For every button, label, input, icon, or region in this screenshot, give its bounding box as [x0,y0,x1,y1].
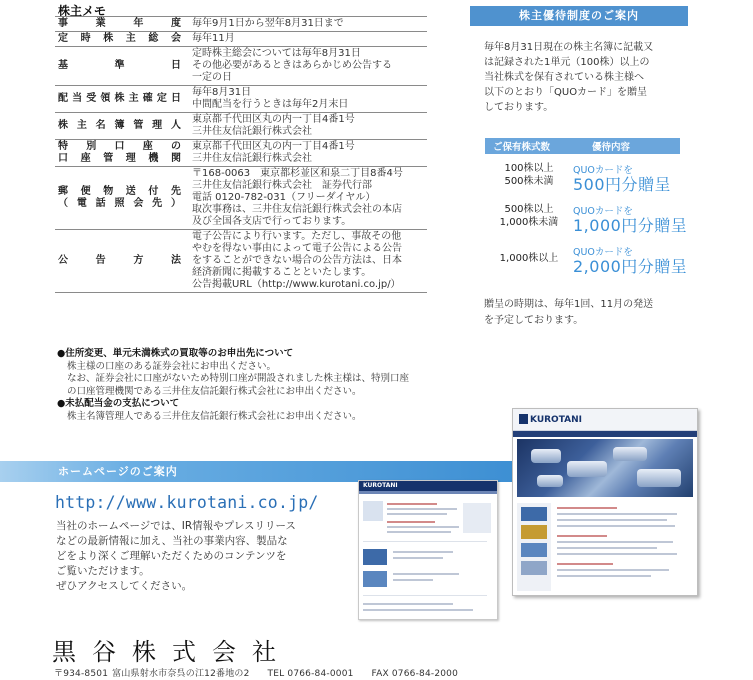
benefit-tier-3 [485,244,705,284]
tier-amount: 500円分贈呈 [573,175,672,194]
memo-row [55,140,427,167]
note-body: 株主名簿管理人である三井住友信託銀行株式会社にお申出ください。 [67,410,362,422]
tier-range: 1,000株以上 [499,253,559,264]
note-heading: ●未払配当金の支払について [57,398,180,409]
memo-title: 株主メモ [58,4,107,18]
tier-product: QUOカードを [573,206,633,217]
notes-section [57,348,447,423]
shareholder-memo-table [55,16,427,293]
memo-key: 株主名簿管理人 [55,113,189,140]
website-screenshot-large [512,408,698,596]
note-body: 株主様の口座のある証券会社にお申出ください。 [67,360,277,372]
benefit-header: 株主優待制度のご案内 [470,6,688,26]
benefit-footer: 贈呈の時期は、毎年1回、11月の発送 を予定しております。 [484,299,654,326]
memo-key: 公告方法 [55,230,189,293]
memo-value: 東京都千代田区丸の内一丁目4番1号 三井住友信託銀行株式会社 [189,113,427,140]
tier-product: QUOカードを [573,165,633,176]
memo-key: 配当受領株主確定日 [55,86,189,113]
memo-key: 定時株主総会 [55,32,189,47]
memo-value: 毎年9月1日から翌年8月31日まで [189,17,427,32]
memo-value: 電子公告により行います。ただし、事故その他 やむを得ない事由によって電子公告による公告 をすることができない場合の公告方法は、日本 経済新聞に掲載することといたします。 公告掲載URL（http://www.kurotani.co.jp/） [189,230,427,293]
memo-key: 郵便物送付先 （電話照会先） [55,167,189,230]
memo-row [55,230,427,293]
benefit-intro: 毎年8月31日現在の株主名簿に記載又 は記録された1単元（100株）以上の 当社株式を保有されている株主様へ 以下のとおり「QUOカード」を贈呈 しております。 [484,42,654,113]
memo-row [55,47,427,86]
company-address: 〒934-8501 富山県射水市奈呉の江12番地の2 TEL 0766-84-0001 FAX 0766-84-2000 [54,669,459,679]
homepage-band [0,461,516,482]
homepage-description: 当社のホームページでは、IR情報やプレスリリース などの最新情報に加え、当社の事業内容、製品な どをより深くご理解いただくためのコンテンツを ご覧いただけます。 ぜひアクセスしてください。 [56,520,296,592]
memo-row [55,167,427,230]
col-benefit-content: 優待内容 [592,142,631,153]
benefit-tier-2 [485,203,705,243]
company-name: 黒谷株式会社 [52,638,292,666]
memo-row [55,86,427,113]
tier-range: 100株以上 500株未満 [504,163,554,187]
tier-range: 500株以上 1,000株未満 [499,204,559,228]
memo-row [55,32,427,47]
hero-image [517,439,693,497]
note-body: の口座管理機関である三井住友信託銀行株式会社にお申出ください。 [67,385,362,397]
benefit-table-header [485,138,680,154]
memo-row [55,113,427,140]
memo-key: 基準日 [55,47,189,86]
website-screenshot-small [358,480,498,620]
benefit-tier-1 [485,162,705,202]
memo-value: 毎年8月31日 中間配当を行うときは毎年2月末日 [189,86,427,113]
note-body: なお、証券会社に口座がないため特別口座が開設されました株主様は、特別口座 [67,373,410,384]
memo-value: 東京都千代田区丸の内一丁目4番1号 三井住友信託銀行株式会社 [189,140,427,167]
homepage-url-link[interactable]: http://www.kurotani.co.jp/ [55,493,319,512]
homepage-label: ホームページのご案内 [58,465,178,478]
memo-key: 事業年度 [55,17,189,32]
tier-amount: 2,000円分贈呈 [573,257,688,276]
tier-amount: 1,000円分贈呈 [573,216,688,235]
memo-row [55,17,427,32]
memo-value: 毎年11月 [189,32,427,47]
screenshot-logo: KUROTANI [519,414,582,425]
col-holding-shares: ご保有株式数 [493,142,551,153]
screenshot-logo: KUROTANI [359,481,497,491]
memo-value: 定時株主総会については毎年8月31日 その他必要があるときはあらかじめ公告する 一定の日 [189,47,427,86]
memo-key: 特別口座の 口座管理機関 [55,140,189,167]
memo-value: 〒168-0063 東京都杉並区和泉二丁目8番4号 三井住友信託銀行株式会社 証券代行部 電話 0120-782-031（フリーダイヤル） 取次事務は、三井住友信託銀行株式会社の本店 及び全国各支店で行っております。 [189,167,427,230]
tier-product: QUOカードを [573,247,633,258]
note-heading: ●住所変更、単元未満株式の買取等のお申出先について [57,348,294,359]
